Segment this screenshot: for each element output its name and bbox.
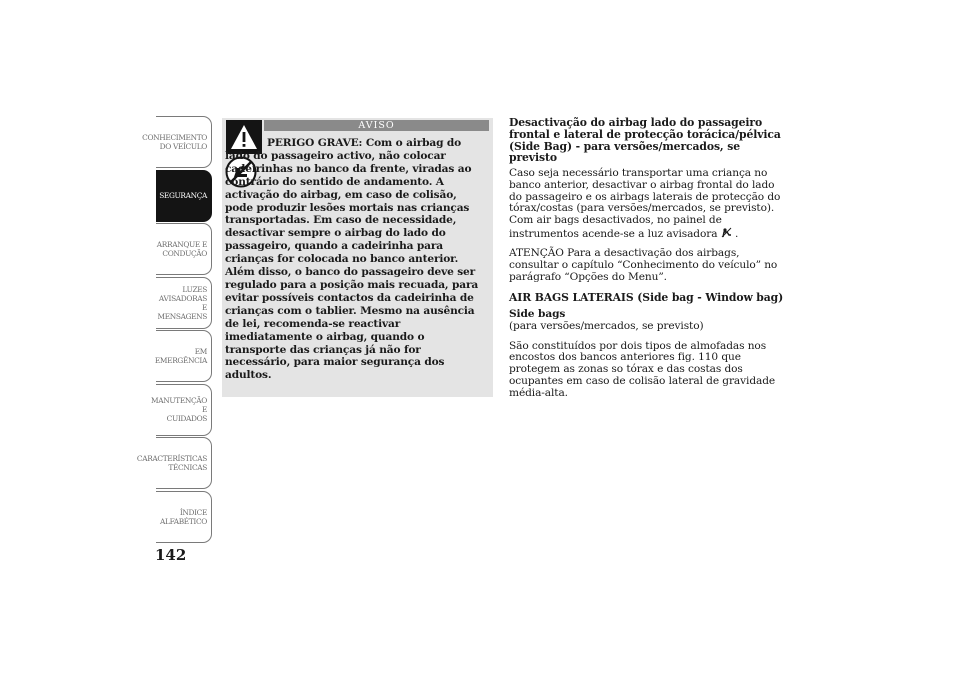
tab-indice[interactable]: [156, 491, 212, 543]
tab-label: SEGURANÇA: [159, 191, 207, 200]
warning-text: [225, 137, 487, 382]
tab-label: LUZES AVISADORAS E MENSAGENS: [157, 284, 207, 321]
chapter-tabs: [136, 116, 212, 544]
tab-label: MANUTENÇÃO E CUIDADOS: [151, 396, 207, 423]
paragraph: ATENÇÃO Para a desactivação dos airbags, consultar o capítulo “Conhecimento do veículo” no parágrafo “Opções do Menu”.: [509, 247, 778, 283]
paragraph-text: Caso seja necessário transportar uma criança no banco anterior, desactivar o airbag frontal do lado do passageiro e os airbags laterais de protecção do tórax/costas (para versões/mercados, se previsto). Com air bags desactivados, no painel de instrumentos acende-se a luz avisadora: [509, 167, 781, 240]
tab-seguranca[interactable]: [156, 170, 212, 222]
tab-manutencao[interactable]: [151, 384, 212, 436]
tab-label: EM EMERGÊNCIA: [154, 347, 207, 365]
section-heading-side-airbags: AIR BAGS LATERAIS (Side bag - Window bag): [509, 290, 784, 304]
paragraph-end: .: [735, 227, 739, 240]
tab-label: ÍNDICE ALFABÉTICO: [160, 507, 207, 526]
content-column: [509, 117, 785, 407]
section-heading-airbag-deactivation: Desactivação do airbag lado do passageiro frontal e lateral de protecção torácica/pélvica (Side Bag) - para versões/mercados, se previsto: [509, 116, 781, 165]
paragraph: [509, 168, 785, 240]
paragraph: São constituídos por dois tipos de almofadas nos encostos dos bancos anteriores fig. 110 que protegem as zonas so tórax e das costas dos ocupantes em caso de colisão lateral de gravidade média-alta.: [509, 339, 776, 399]
tab-arranque[interactable]: [156, 223, 212, 275]
warning-box: [222, 118, 493, 397]
tab-emergencia[interactable]: [156, 330, 212, 382]
subnote: (para versões/mercados, se previsto): [509, 320, 704, 333]
tab-label: CONHECIMENTO DO VEÍCULO: [142, 133, 207, 151]
tab-label: ARRANQUE E CONDUÇÃO: [156, 240, 207, 258]
tab-luzes[interactable]: [156, 277, 212, 329]
tab-caracteristicas[interactable]: [136, 437, 212, 489]
page-number: 142: [155, 546, 187, 564]
warning-paragraph: PERIGO GRAVE: Com o airbag do lado do passageiro activo, não colocar cadeirinhas no banco da frente, viradas ao contrário do sentido de andamento. A activação do airbag, em caso de colisão, pode produzir lesões mortais nas crianças transportadas. Em caso de necessidade, desactivar sempre o airbag do lado do passageiro, quando a cadeirinha para crianças for colocada no banco anterior. Além disso, o banco do passageiro deve ser regulado para a posição mais recuada, para evitar possíveis contactos da cadeirinha de crianças com o tablier. Mesmo na ausência de lei, recomenda-se reactivar imediatamente o airbag, quando o transporte das crianças já não for necessário, para maior segurança dos adultos.: [225, 137, 479, 382]
tab-label: CARACTERÍSTICAS TÉCNICAS: [136, 454, 207, 472]
warning-header: AVISO: [264, 120, 489, 131]
airbag-off-warning-light-icon: [721, 227, 732, 238]
subheading-side-bags: Side bags: [509, 308, 566, 321]
tab-conhecimento[interactable]: [142, 116, 212, 168]
